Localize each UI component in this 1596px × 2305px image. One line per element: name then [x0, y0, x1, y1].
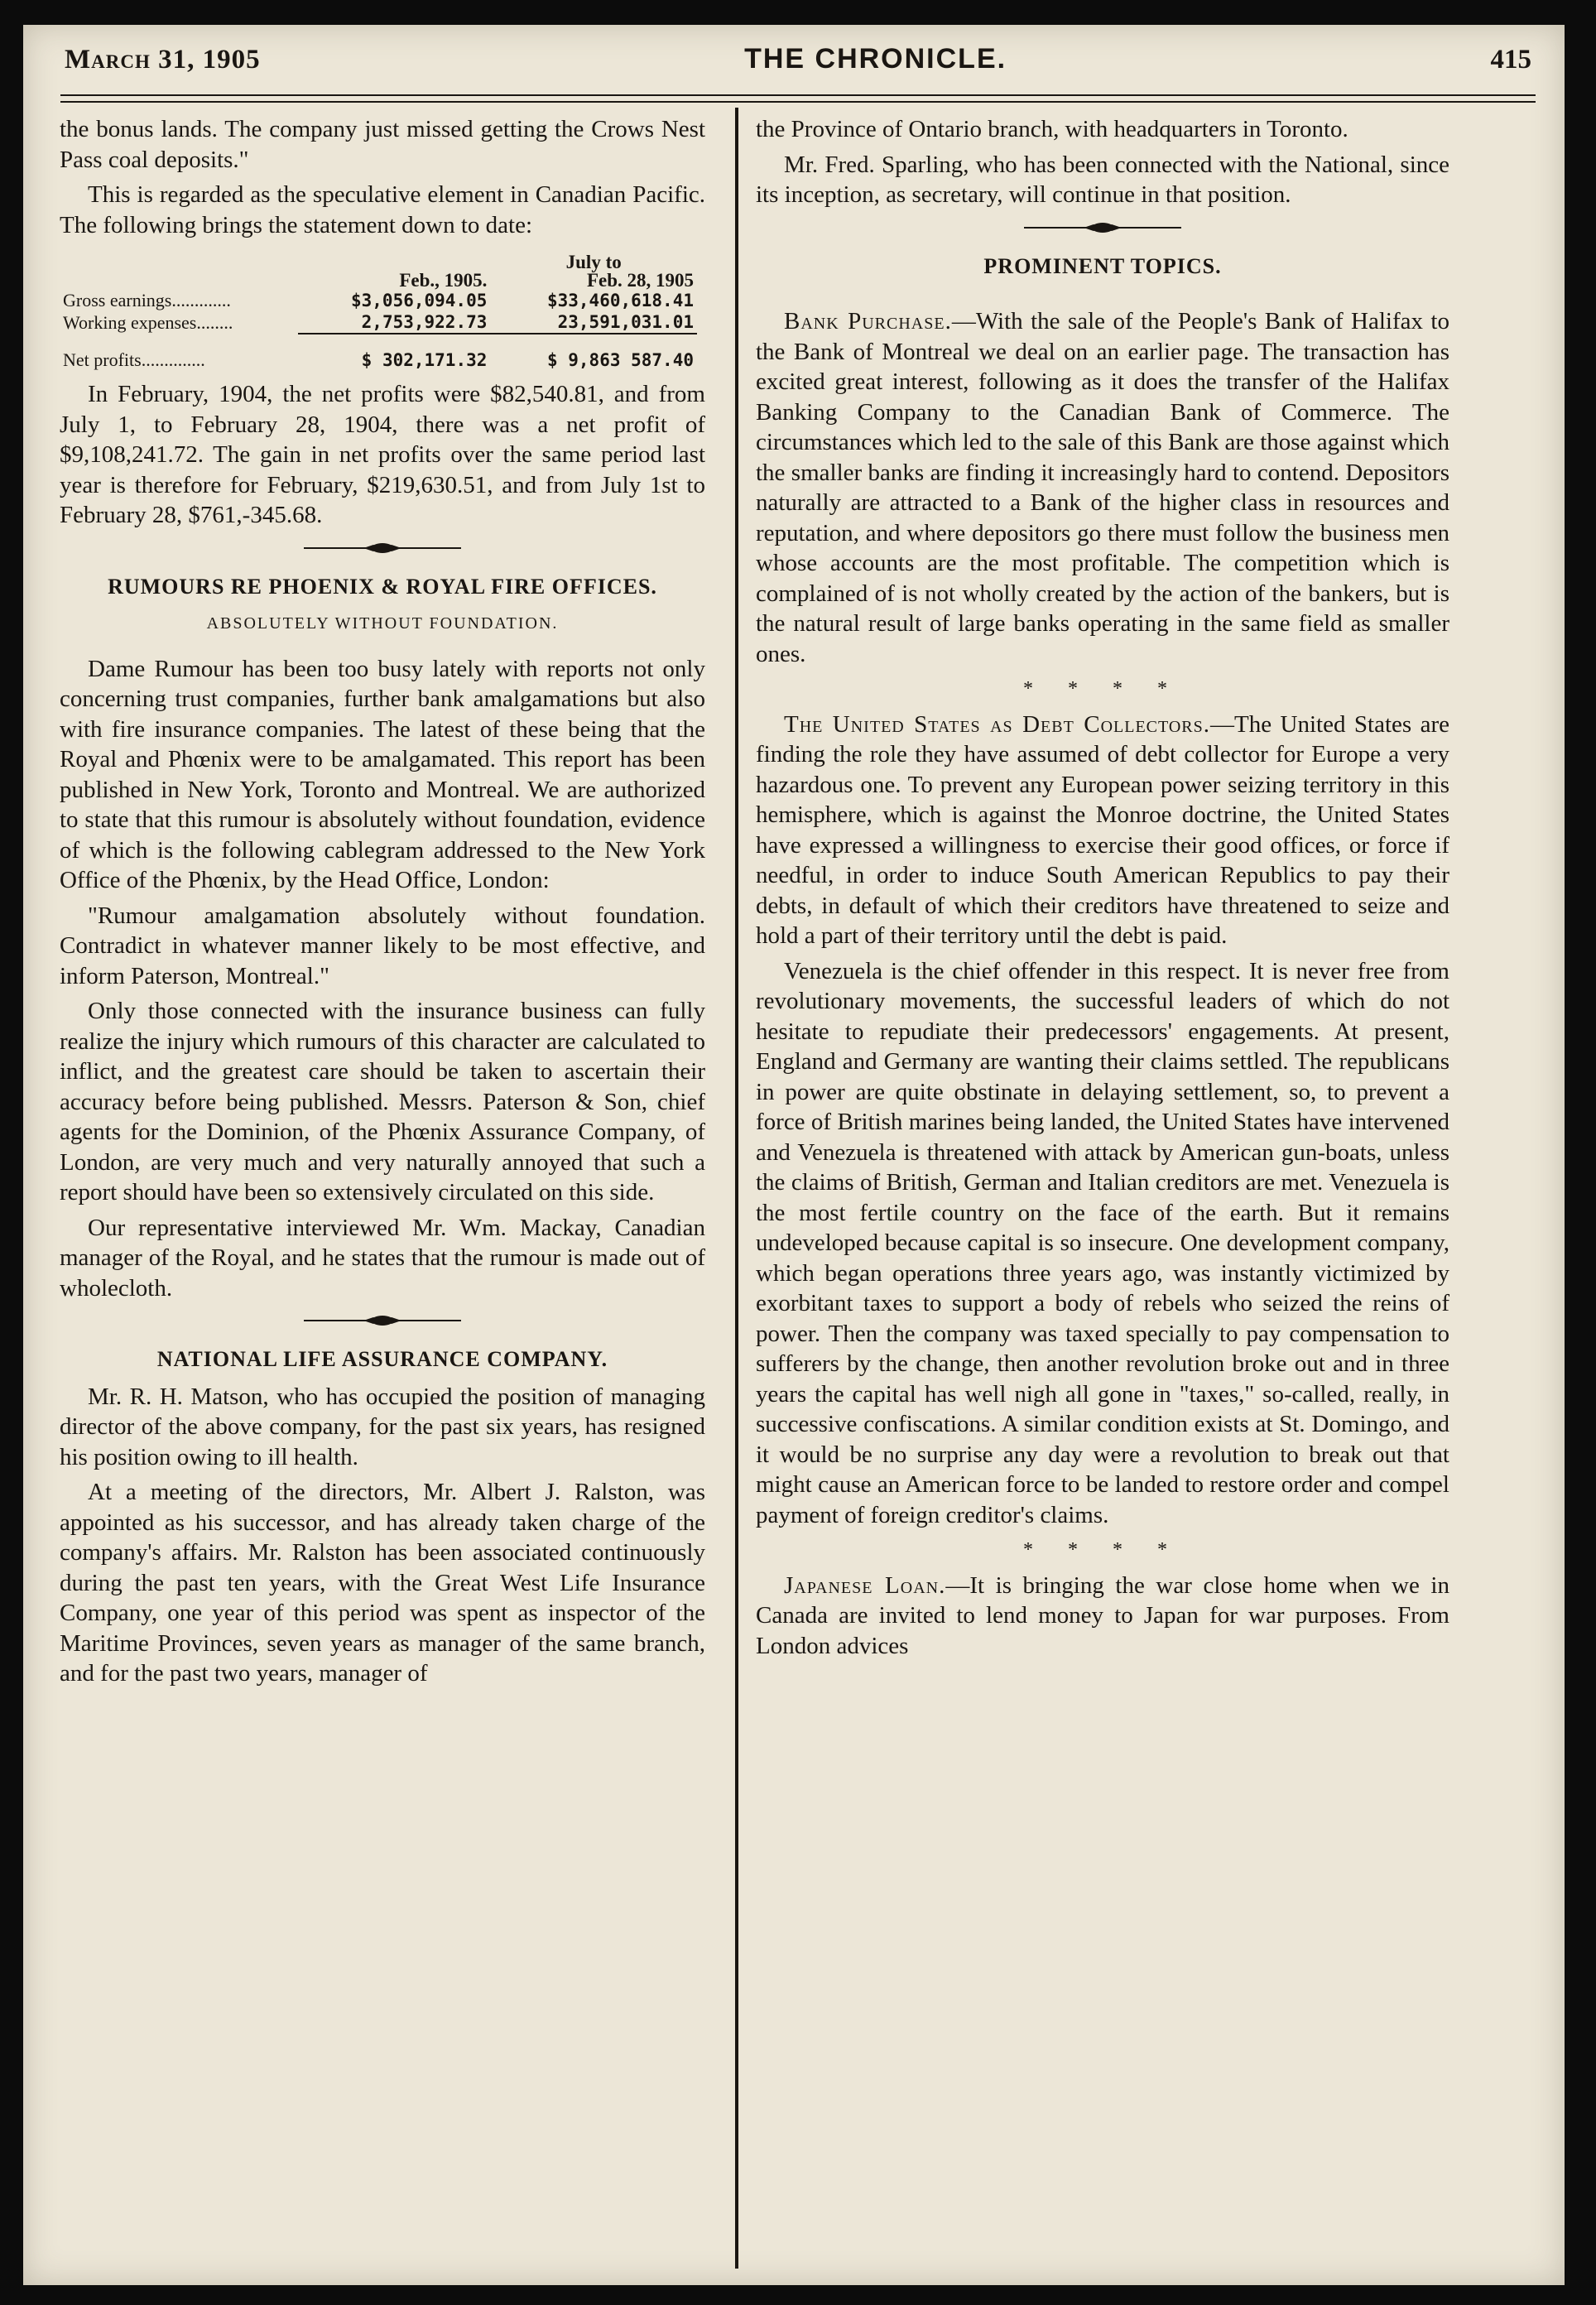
japanese-loan-paragraph: [756, 1571, 1449, 1662]
total-value: $ 302,171.32: [361, 350, 488, 370]
header-rule-top: [60, 94, 1536, 96]
bank-purchase-paragraph: [756, 306, 1449, 669]
column-divider: [735, 108, 738, 2269]
japanese-loan-lead: Japanese Loan.: [784, 1571, 946, 1599]
table-row: [60, 290, 697, 311]
row-label: Working expenses........: [63, 311, 233, 333]
rumours-heading: RUMOURS RE PHOENIX & ROYAL FIRE OFFICES.: [108, 574, 657, 599]
row-value: 2,753,922.73: [298, 311, 491, 334]
table-col-head-july: [490, 253, 697, 290]
left-column: [60, 114, 705, 1694]
section-ornament: [756, 222, 1449, 233]
cpr-paragraph: This is regarded as the speculative element in Canadian Pacific. The following brings the statement down to date:: [60, 181, 705, 238]
debt-collectors-paragraph: [756, 710, 1449, 951]
rumours-subheading: ABSOLUTELY WITHOUT FOUNDATION.: [206, 614, 559, 633]
table-row: [60, 311, 697, 334]
page-number: 415: [1490, 45, 1531, 75]
rumours-paragraph: Our representative interviewed Mr. Wm. Mackay, Canadian manager of the Royal, and he states that the rumour is made out of wholecloth.: [60, 1214, 705, 1302]
bank-purchase-lead: Bank Purchase.: [784, 308, 952, 334]
newspaper-page: [23, 25, 1565, 2285]
section-ornament: [60, 1315, 705, 1326]
row-value: $33,460,618.41: [546, 291, 694, 310]
net-profits-paragraph: In February, 1904, the net profits were $82,540.81, and from July 1, to February 28, 1904, there was a net profit of $9,108,241.72. The gain in net profits over the same period last year is therefore for February, $219,630.51, and from July 1st to February 28, $761,-345.68.: [60, 381, 705, 528]
bank-purchase-text: —With the sale of the People's Bank of Halifax to the Bank of Montreal we deal on an earlier page. The transaction has excited great interest, following as it does the transfer of the Halifax Banking Company to the Canadian Bank of Commerce. The circumstances which led to the sale of this Bank are those against which the smaller banks are finding it increasingly hard to contend. Depositors naturally are attracted to a Bank of the higher class in resources and reputation, and where depositors go there must follow the business men whose accounts are the most profitable. The competition which is complained of is not wholly created by the action of the bankers, but is the natural result of large banks operating in the same field as smaller ones.: [756, 308, 1449, 667]
journal-title: THE CHRONICLE.: [744, 43, 1007, 75]
rumours-paragraph: Only those connected with the insurance business can fully realize the injury which rumours of this character are calculated to inflict, and the greatest care should be taken to ascertain their accuracy before being published. Messrs. Paterson & Son, chief agents for the Dominion, of the Phœnix Assurance Company, of London, are very much and very naturally annoyed that such a report should have been so extensively circulated on this side.: [60, 998, 705, 1205]
row-value: $3,056,094.05: [351, 291, 488, 310]
earnings-table: [60, 253, 697, 371]
japanese-loan-text: —It is bringing the war close home when we in Canada are invited to lend money to Japan for war purposes. From London advices: [756, 1571, 1449, 1659]
cablegram-paragraph: "Rumour amalgamation absolutely without foundation. Contradict in whatever manner likely to be most effective, and inform Paterson, Montreal.": [60, 902, 705, 989]
total-value: $ 9,863 587.40: [546, 350, 694, 370]
national-life-paragraph: At a meeting of the directors, Mr. Albert J. Ralston, was appointed as his successor, and has already taken charge of the company's affairs. Mr. Ralston has been associated continuously during the past ten years, with the Great West Life Insurance Company, one year of this period was spent as inspector of the Maritime Provinces, seven years as manager of the same branch, and for the past two years, manager of: [60, 1479, 705, 1687]
cpr-paragraph-continued: the bonus lands. The company just missed getting the Crows Nest Pass coal deposits.": [60, 116, 705, 173]
right-column: [756, 114, 1449, 1666]
header-rule-bottom: [60, 101, 1536, 103]
sparling-paragraph: Mr. Fred. Sparling, who has been connected with the National, since its inception, as secretary, will continue in that position.: [756, 151, 1449, 208]
row-value: 23,591,031.01: [490, 311, 697, 334]
ornament-rule-icon: [1024, 222, 1181, 233]
section-ornament: [60, 542, 705, 554]
ornament-rule-icon: [304, 542, 461, 554]
table-col-head-july-line2: Feb. 28, 1905: [586, 270, 694, 291]
table-total-row: [60, 334, 697, 371]
section-stars: * * * *: [1023, 1539, 1182, 1561]
issue-date: March 31, 1905: [65, 45, 261, 75]
table-col-head-july-line1: July to: [565, 252, 622, 272]
prominent-topics-heading: PROMINENT TOPICS.: [983, 253, 1222, 278]
debt-collectors-text: —The United States are finding the role they have assumed of debt collector for Europe a very hazardous one. To prevent any European power seizing territory in this hemisphere, which is against the Monroe doctrine, the United States have expressed a willingness to exercise their good offices, or force if needful, in order to induce South American Republics to pay their debts, in default of which their creditors have threatened to seize and hold a part of their territory until the debt is paid.: [756, 710, 1449, 949]
table-col-head-feb: Feb., 1905.: [399, 270, 488, 291]
national-life-paragraph-continued: the Province of Ontario branch, with headquarters in Toronto.: [756, 116, 1348, 142]
rumours-paragraph: Dame Rumour has been too busy lately with reports not only concerning trust companies, further bank amalgamations but also with fire insurance companies. The latest of these being that the Royal and Phœnix were to be amalgamated. This report has been published in New York, Toronto and Montreal. We are authorized to state that this rumour is absolutely without foundation, evidence of which is the following cablegram addressed to the New York Office of the Phœnix, by the Head Office, London:: [60, 655, 705, 893]
section-stars: * * * *: [1023, 678, 1182, 700]
venezuela-paragraph: Venezuela is the chief offender in this respect. It is never free from revolutionary movements, the successful leaders of which do not hesitate to repudiate their predecessors' engagements. At present, England and Germany are wanting their claims settled. The republicans in power are quite obstinate in delaying settlement, so, to prevent a force of British marines being landed, the United States have intervened and Venezuela is threatened with attack by American gun-boats, unless the claims of British, German and Italian creditors are met. Venezuela is the most fertile country on the face of the earth. But it remains undeveloped because capital is so insecure. One development company, which began operations three years ago, was instantly victimized by exorbitant taxes to support a body of rebels who seized the reins of power. Then the company was taxed specially to pay compensation to sufferers by the change, then another revolution broke out and in three years the capital has well nigh all gone in "taxes," so-called, really, in successive confiscations. A similar condition exists at St. Domingo, and it would be no surprise any day were a revolution to break out that might cause an American force to be landed to restore order and compel payment of foreign creditor's claims.: [756, 957, 1449, 1528]
national-life-heading: NATIONAL LIFE ASSURANCE COMPANY.: [156, 1347, 608, 1371]
running-head: [65, 43, 1531, 93]
row-label: Gross earnings.............: [63, 290, 231, 310]
total-label: Net profits..............: [63, 349, 205, 370]
national-life-paragraph: Mr. R. H. Matson, who has occupied the position of managing director of the above company, for the past six years, has resigned his position owing to ill health.: [60, 1383, 705, 1470]
debt-collectors-lead: The United States as Debt Collectors.: [784, 710, 1211, 738]
ornament-rule-icon: [304, 1315, 461, 1326]
